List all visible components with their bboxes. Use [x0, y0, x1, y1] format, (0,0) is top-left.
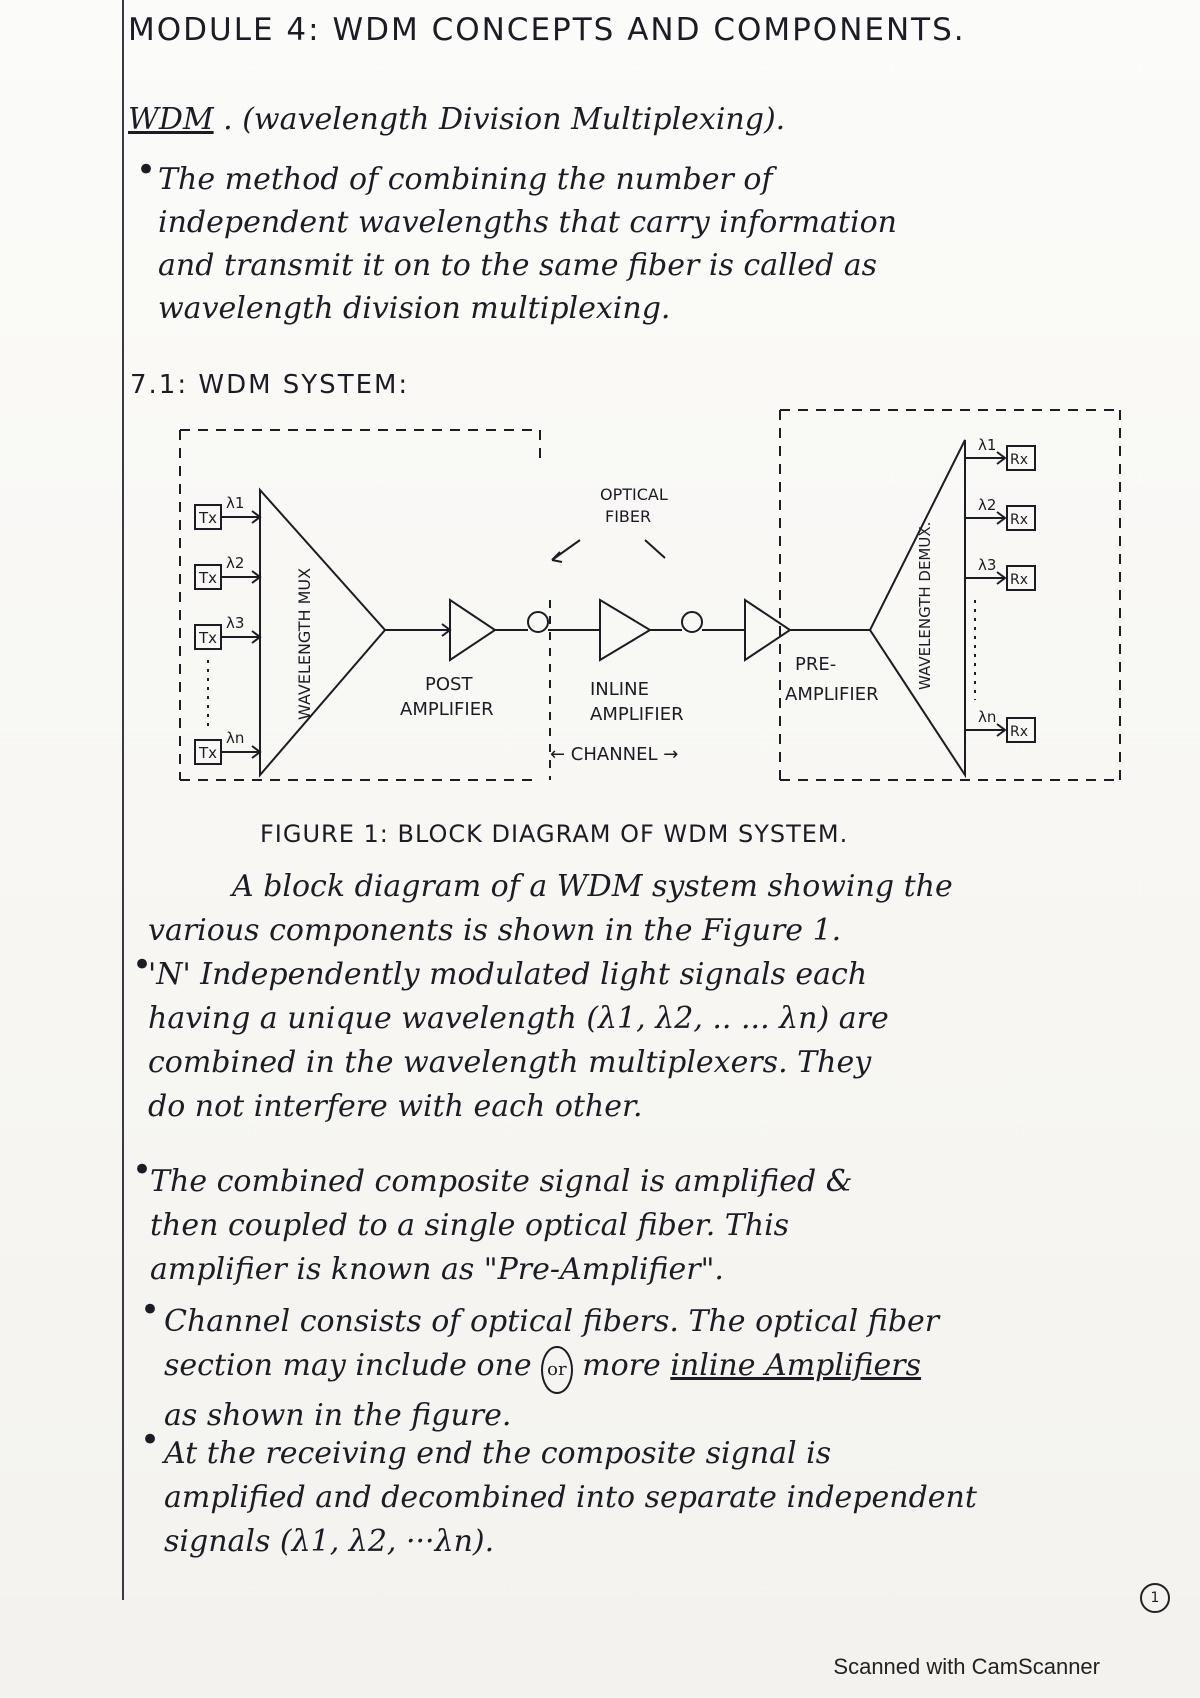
definition-line: wavelength division multiplexing. [158, 291, 671, 326]
pre-amplifier-label: PRE- [795, 654, 837, 675]
rx-label: Rx [1010, 512, 1029, 528]
tx-label: Tx [199, 744, 218, 762]
pre-amplifier-triangle [745, 600, 790, 660]
lambda-out-label: λn [978, 708, 997, 726]
definition-line: and transmit it on to the same fiber is called as [158, 248, 878, 283]
inline-amplifiers-text: inline Amplifiers [670, 1348, 922, 1383]
page-number: 1 [1140, 1583, 1170, 1613]
lambda-in-label: λ2 [226, 554, 245, 572]
demux-label: WAVELENGTH DEMUX. [916, 521, 934, 690]
tx-label: Tx [199, 629, 218, 647]
mux-triangle [260, 490, 385, 775]
body-line: do not interfere with each other. [148, 1089, 643, 1124]
post-amplifier-label: POST [425, 674, 473, 695]
wdm-block-diagram [160, 400, 1140, 800]
receiver-paragraph [164, 1432, 977, 1564]
post-amplifier-triangle [450, 600, 495, 660]
body-line: then coupled to a single optical fiber. This [150, 1208, 790, 1243]
definition-paragraph [158, 158, 897, 330]
body-fragment: more [582, 1348, 661, 1383]
channel-label: ← CHANNEL → [550, 744, 679, 765]
lambda-in-label: λ3 [226, 614, 245, 632]
description-paragraph [148, 865, 953, 1129]
bullet-icon: • [140, 1290, 161, 1330]
receiver-box [780, 410, 1120, 780]
wdm-heading [128, 102, 785, 137]
body-line: A block diagram of a WDM system showing the [232, 869, 953, 904]
bullet-icon: • [136, 150, 157, 190]
body-line: Channel consists of optical fibers. The optical fiber [164, 1304, 940, 1339]
pre-amplifier-label: AMPLIFIER [785, 684, 879, 705]
rx-label: Rx [1010, 572, 1029, 588]
body-line: The combined composite signal is amplified & [150, 1164, 853, 1199]
or-circled: or [541, 1346, 572, 1394]
bullet-icon: • [132, 1150, 153, 1190]
lambda-in-label: λ1 [226, 494, 245, 512]
amplifier-paragraph [150, 1160, 852, 1292]
definition-line: The method of combining the number of [158, 162, 773, 197]
body-line: as shown in the figure. [164, 1398, 512, 1433]
mux-label: WAVELENGTH MUX [295, 567, 314, 720]
lambda-out-label: λ2 [978, 496, 997, 514]
tx-label: Tx [199, 569, 218, 587]
body-line: At the receiving end the composite signal is [164, 1436, 832, 1471]
scanner-watermark: Scanned with CamScanner [833, 1654, 1100, 1679]
section-heading: 7.1: WDM SYSTEM: [130, 370, 410, 400]
rx-label: Rx [1010, 452, 1029, 468]
body-line: amplified and decombined into separate independent [164, 1480, 977, 1515]
inline-amplifier-label: INLINE [590, 679, 649, 700]
optical-fiber-label: OPTICAL [600, 485, 668, 504]
inline-amplifier-triangle [600, 600, 650, 660]
bullet-icon: • [140, 1420, 161, 1460]
channel-paragraph [164, 1300, 939, 1438]
body-line: signals (λ1, λ2, ···λn). [164, 1524, 495, 1559]
page-title: MODULE 4: WDM CONCEPTS AND COMPONENTS. [128, 12, 966, 48]
tx-label: Tx [199, 509, 218, 527]
lambda-out-label: λ3 [978, 556, 997, 574]
rx-label: Rx [1010, 724, 1029, 740]
definition-line: independent wavelengths that carry information [158, 205, 897, 240]
optical-fiber-label: FIBER [605, 507, 652, 526]
wdm-expansion: . (wavelength Division Multiplexing). [223, 102, 786, 137]
margin-line [122, 0, 124, 1600]
lambda-in-label: λn [226, 729, 245, 747]
body-line: having a unique wavelength (λ1, λ2, .. ... λn) are [148, 1001, 889, 1036]
body-fragment: section may include one [164, 1348, 532, 1383]
post-amplifier-label: AMPLIFIER [400, 699, 494, 720]
body-line: various components is shown in the Figure 1. [148, 913, 842, 948]
wdm-term: WDM [128, 102, 214, 137]
bullet-icon: • [132, 945, 153, 985]
body-line [164, 1344, 939, 1394]
figure-caption: FIGURE 1: BLOCK DIAGRAM OF WDM SYSTEM. [260, 820, 849, 848]
inline-amplifier-label: AMPLIFIER [590, 704, 684, 725]
transmitter-box [180, 430, 540, 780]
body-line: combined in the wavelength multiplexers. They [148, 1045, 872, 1080]
body-line: amplifier is known as "Pre-Amplifier". [150, 1252, 724, 1287]
lambda-out-label: λ1 [978, 436, 997, 454]
body-line: 'N' Independently modulated light signals each [148, 957, 868, 992]
